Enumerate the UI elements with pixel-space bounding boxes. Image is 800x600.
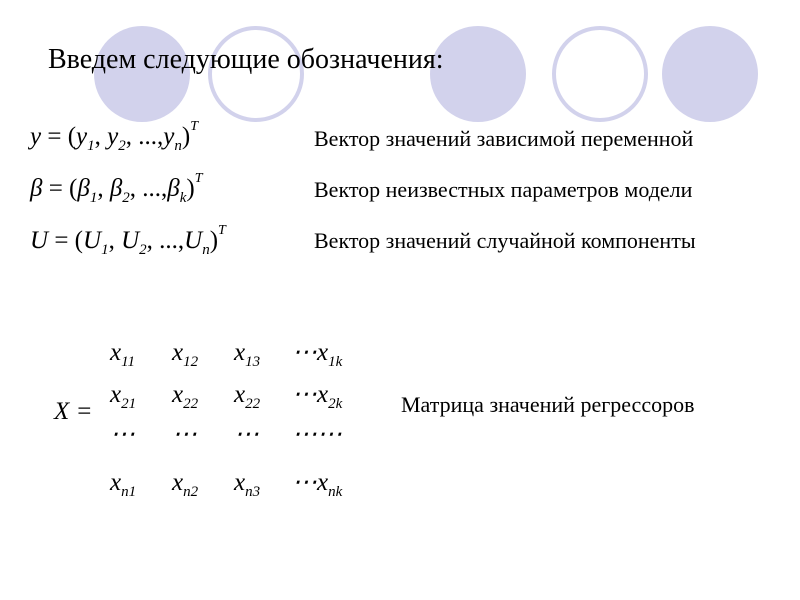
matrix-cell-index: 22	[245, 396, 261, 412]
regressor-matrix	[100, 330, 370, 500]
slide-title: Введем следующие обозначения:	[48, 44, 444, 75]
matrix-label	[54, 396, 91, 428]
matrix-description: Матрица значений регрессоров	[401, 392, 695, 417]
matrix-cell-index: 12	[183, 354, 199, 370]
open-paren: = (	[42, 175, 78, 202]
ellipsis: ...,	[142, 175, 168, 202]
element-index: k	[179, 190, 187, 206]
matrix-cell-symbol: ⋯	[172, 421, 197, 448]
matrix-cell	[110, 380, 136, 410]
close-paren: )	[186, 175, 195, 202]
element-index: 2	[118, 138, 126, 154]
matrix-cell	[172, 420, 197, 450]
transpose-mark: T	[190, 119, 198, 134]
comma: ,	[129, 175, 143, 202]
vector-element: U	[121, 227, 140, 254]
vector-element: β	[109, 175, 123, 202]
matrix-cell-index: 2k	[328, 396, 343, 412]
vector-element: U	[184, 227, 203, 254]
matrix-equals: =	[77, 398, 92, 425]
matrix-cell-index: nk	[328, 484, 343, 500]
matrix-cell-symbol: x	[234, 339, 246, 366]
comma: ,	[108, 227, 122, 254]
element-index: 2	[139, 242, 147, 258]
matrix-cell	[234, 338, 260, 368]
matrix-cell	[292, 338, 342, 368]
transpose-mark: T	[194, 171, 203, 186]
matrix-name: X	[54, 398, 70, 425]
matrix-cell-symbol: ⋯⋯	[292, 421, 342, 448]
vector-symbol: y	[30, 123, 42, 150]
vector-symbol: U	[30, 227, 49, 254]
matrix-cell	[110, 468, 136, 498]
matrix-cell-symbol: ⋯x	[292, 339, 329, 366]
matrix-cell-symbol: ⋯	[110, 421, 135, 448]
matrix-cell	[172, 468, 198, 498]
matrix-cell-symbol: x	[110, 339, 122, 366]
vector-description: Вектор значений случайной компоненты	[314, 228, 696, 253]
vector-symbol: β	[30, 175, 43, 202]
vector-description: Вектор значений зависимой переменной	[314, 126, 694, 151]
matrix-cell-symbol: ⋯x	[292, 381, 329, 408]
element-index: n	[202, 242, 210, 258]
matrix-cell	[292, 420, 342, 450]
matrix-cell	[172, 380, 198, 410]
ellipsis: ...,	[138, 123, 164, 150]
vector-element: β	[167, 175, 180, 202]
matrix-cell-symbol: x	[172, 469, 184, 496]
close-paren: )	[181, 123, 191, 150]
matrix-cell-index: 11	[121, 354, 135, 370]
vector-formula	[30, 172, 203, 206]
matrix-cell-symbol: ⋯	[234, 421, 259, 448]
vector-element: U	[83, 227, 102, 254]
matrix-cell-symbol: ⋯x	[292, 469, 329, 496]
matrix-cell	[234, 468, 260, 498]
comma: ,	[125, 123, 139, 150]
comma: ,	[94, 123, 108, 150]
matrix-cell-symbol: x	[234, 469, 246, 496]
decor-circle	[430, 26, 526, 122]
matrix-cell	[234, 380, 260, 410]
matrix-cell	[110, 338, 135, 368]
matrix-cell-index: 21	[121, 396, 137, 412]
matrix-cell-index: 13	[245, 354, 261, 370]
matrix-cell-symbol: x	[110, 381, 122, 408]
vector-element: y	[163, 123, 175, 150]
decor-circle	[662, 26, 758, 122]
element-index: 1	[101, 242, 109, 258]
matrix-cell-symbol: x	[172, 381, 184, 408]
vector-element: y	[107, 123, 119, 150]
open-paren: = (	[41, 123, 77, 150]
matrix-cell	[292, 380, 342, 410]
comma: ,	[146, 227, 160, 254]
vector-formula	[30, 120, 198, 154]
comma: ,	[97, 175, 110, 202]
element-index: 1	[89, 190, 98, 206]
element-index: n	[174, 138, 182, 154]
matrix-cell-symbol: x	[172, 339, 184, 366]
matrix-cell-index: 1k	[328, 354, 343, 370]
matrix-cell-index: n3	[245, 484, 261, 500]
vector-element: β	[77, 175, 90, 202]
element-index: 2	[122, 190, 130, 206]
decor-circle-ring	[552, 26, 648, 122]
matrix-cell	[110, 420, 135, 450]
transpose-mark: T	[218, 223, 226, 238]
vector-formula	[30, 224, 226, 258]
matrix-cell-symbol: x	[110, 469, 122, 496]
element-index: 1	[87, 138, 95, 154]
vector-element: y	[76, 123, 88, 150]
matrix-cell-index: n2	[183, 484, 199, 500]
vector-description: Вектор неизвестных параметров модели	[314, 177, 693, 202]
matrix-cell-symbol: x	[234, 381, 246, 408]
matrix-cell-index: 22	[183, 396, 199, 412]
matrix-cell	[172, 338, 198, 368]
ellipsis: ...,	[159, 227, 185, 254]
open-paren: = (	[48, 227, 83, 254]
close-paren: )	[209, 227, 219, 254]
matrix-cell	[234, 420, 259, 450]
matrix-cell-index: n1	[121, 484, 137, 500]
matrix-cell	[292, 468, 342, 498]
